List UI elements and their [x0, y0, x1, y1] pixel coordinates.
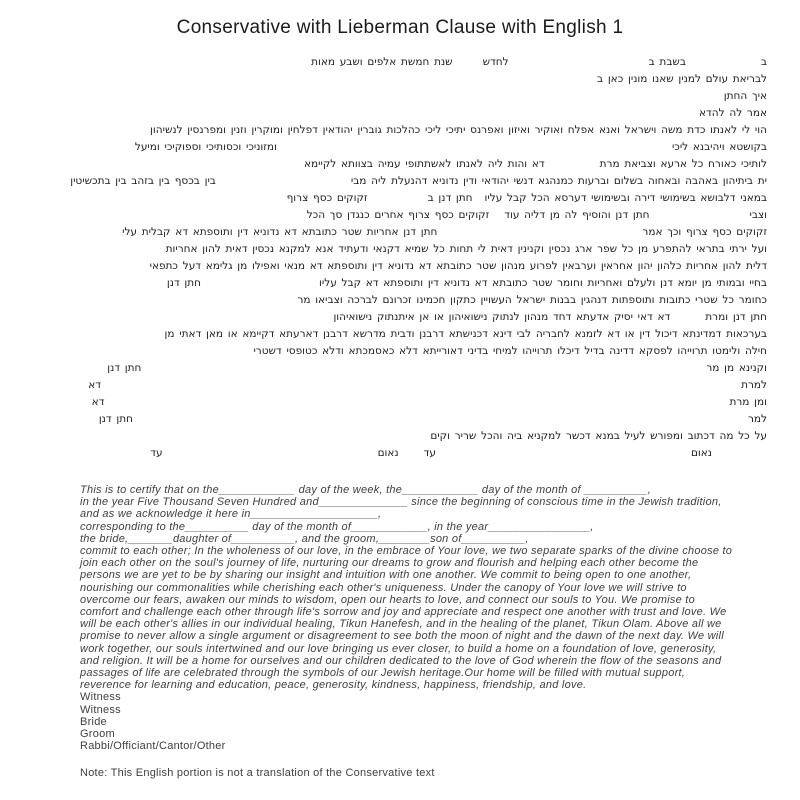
signature-label: Rabbi/Officiant/Cantor/Other	[80, 740, 226, 753]
hebrew-line-segment: למרת	[741, 379, 767, 391]
hebrew-line	[57, 105, 767, 122]
translation-note: Note: This English portion is not a translation of the Conservative text	[80, 767, 435, 780]
certify-line: This is to certify that on the____________ day of the week, the____________ day of the month of __________,	[80, 484, 652, 496]
hebrew-line	[57, 445, 767, 462]
signature-label: Witness	[80, 703, 121, 716]
hebrew-line-segment: עד	[423, 447, 436, 459]
hebrew-line-segment: בערכאות דמדינתא דיכול דין או דא לזמנא לחבריה לבי דינא דכנישתא דרבנן ודבית מדרשא דרבנן דארעתא דקיימא או מאן דאתי מן	[164, 328, 767, 340]
hebrew-line-segment: חתן דנן אחריות שטר כתובתא דא נדוניא דין ותוספתא דא קבלית עלי	[122, 226, 438, 238]
hebrew-line	[57, 173, 767, 190]
hebrew-line-segment: וצבי	[749, 209, 767, 221]
hebrew-line-segment: חתן דנן	[166, 277, 202, 289]
fill-in-blank	[133, 420, 748, 422]
hebrew-line-segment: ב	[760, 56, 767, 68]
hebrew-line-segment: על כל מה דכתוב ומפורש לעיל במנא דכשר למקניא ביה והכל שריר וקים	[430, 430, 767, 442]
hebrew-line	[57, 241, 767, 258]
fill-in-blank	[437, 233, 642, 235]
fill-in-blank	[473, 199, 485, 201]
hebrew-line	[57, 258, 767, 275]
hebrew-line	[57, 224, 767, 241]
hebrew-line	[57, 156, 767, 173]
hebrew-line-segment: עד	[150, 447, 163, 459]
certify-line: and as we acknowledge it here in____________________,	[80, 508, 382, 521]
fill-in-blank	[216, 182, 351, 184]
hebrew-line	[57, 275, 767, 292]
hebrew-line-segment: שנת חמשת אלפים ושבע מאות	[311, 56, 453, 68]
hebrew-line	[57, 71, 767, 88]
hebrew-line-segment: חתן דנן ומרת	[705, 311, 767, 323]
hebrew-line	[57, 377, 767, 394]
hebrew-line	[57, 428, 767, 445]
hebrew-line-segment: דא	[88, 379, 102, 391]
fill-in-blank	[277, 148, 672, 150]
fill-in-blank	[201, 284, 319, 286]
signature-label: Witness	[80, 691, 121, 704]
hebrew-line-segment: חתן דנן ב	[427, 192, 473, 204]
signature-label: Groom	[80, 728, 115, 741]
hebrew-line-segment: לחדש	[482, 56, 509, 68]
hebrew-line	[57, 411, 767, 428]
hebrew-line-segment: בין בכסף בין בזהב בין בתכשיטין	[70, 175, 216, 187]
fill-in-blank	[101, 386, 741, 388]
hebrew-line-segment: בשבת ב	[648, 56, 686, 68]
hebrew-line-segment: במאני דלבושא בשימושי דירה ובשימושי דערסא הכל קבל עליו	[484, 192, 767, 204]
fill-in-blank	[686, 63, 761, 65]
signature-label: Bride	[80, 715, 107, 728]
certify-line: the bride,_______daughter of__________, and the groom,________son of__________,	[80, 532, 529, 545]
hebrew-line-segment: כחומר כל שטרי כתובות ותוספתות דנהגין בבנות ישראל העשויין כתקון חכמינו זכרונם לברכה וצביאו מר	[297, 294, 767, 306]
hebrew-line	[57, 54, 767, 71]
hebrew-line	[57, 190, 767, 207]
certify-line: in the year Five Thousand Seven Hundred and______________ since the beginning of conscious time in the Jewish tradition,	[80, 496, 722, 509]
hebrew-line-segment: דא	[91, 396, 105, 408]
hebrew-line-segment: ית ביתיהון באהבה ובאחוה בשלום וברעות כמנהגא דנשי יהודאי ודין נדוניא דהנעלת ליה מבי	[350, 175, 767, 187]
hebrew-line-segment: נאום	[690, 447, 712, 459]
hebrew-line-segment: דא דאי יסיק אדעתא דחד מנהון לנתוק נישואיהון או אן איתנתוק נישואיהון	[333, 311, 671, 323]
fill-in-blank	[453, 63, 483, 65]
hebrew-line	[57, 88, 767, 105]
english-text-block	[80, 484, 735, 780]
hebrew-line	[57, 139, 767, 156]
hebrew-line-segment: חתן דנן	[107, 362, 142, 374]
hebrew-line-segment: דלית להון אחריות כלהון יהון אחראין וערבאין לפרוע מנהון שטר כתובתא דא נדוניא דין ותוספתא דא מנאי ואפילו מן גלימא דעל כתפאי	[149, 260, 767, 272]
vows-paragraph: commit to each other; In the wholeness of our love, in the embrace of Your love, we two separate sparks of the divine choose to join each other on the soul's journey of life, nurturing our dreams to grow and flourish and helping each other become the persons we are yet to be by sharing our insight and intuition with one another. We commit to being open to one another, nourishing our commonalities while cherishing each other's uniqueness. Under the canopy of Your love we will strive to overcome our fears, awaken our minds to wisdom, open our hearts to love, and connect our souls to You. We promise to comfort and challenge each other through life's sorrow and joy and appreciate and respect one another with trust and love. We will be each other's allies in our individual healing, Tikun Hanefesh, and in the healing of the planet, Tikun Olam. Above all we promise to never allow a single argument or disagreement to see both the moon of night and the dawn of the next day. We will work together, our souls intertwined and our love bringing us ever closer, to build a home on a foundation of love, generosity, and religion. It will be a home for ourselves and our children dedicated to the love of God wherein the flow of the seasons and passages of life are celebrated through the symbols of our Jewish heritage.Our home will be filled with mutual support, reverence for learning and education, peace, generosity, kindness, happiness, friendship, and love.	[80, 545, 733, 692]
hebrew-line-segment: ומזוניכי וכסותיכי וספוקיכי ומיעל	[134, 141, 277, 153]
hebrew-line-segment: ומן מרת	[729, 396, 767, 408]
hebrew-line	[57, 326, 767, 343]
hebrew-line-segment: חתן דנן	[98, 413, 133, 425]
hebrew-line-segment: אמר לה להדא	[699, 107, 767, 119]
hebrew-line-segment: הוי לי לאנתו כדת משה וישראל ואנא אפלח ואוקיר ואיזון ואפרנס יתיכי ליכי כהלכות גוברין יהודאין דפלחין ומוקרין וזנין ומפרנסין לנשיהון	[150, 124, 767, 136]
certify-fill-in-lines	[80, 484, 735, 545]
fill-in-blank	[489, 216, 504, 218]
hebrew-line-segment: איך החתן	[723, 90, 767, 102]
fill-in-blank	[104, 403, 729, 405]
hebrew-line	[57, 122, 767, 139]
hebrew-line-segment: וקנינא מן מר	[706, 362, 767, 374]
hebrew-line	[57, 360, 767, 377]
fill-in-blank	[141, 369, 706, 371]
fill-in-blank	[670, 318, 705, 320]
fill-in-blank	[163, 454, 378, 456]
fill-in-blank	[399, 454, 424, 456]
hebrew-line	[57, 309, 767, 326]
fill-in-blank	[436, 454, 691, 456]
hebrew-line-segment: חילה ולימטו תרוייהו לפסקא דדינה בדיל דיכלו תרוייהו למיחי בדיני דאורייתא דלא כאסמכתא ודלא כטופסי דשטרי	[253, 345, 767, 357]
hebrew-line-segment: נאום	[377, 447, 399, 459]
hebrew-line-segment: חתן דנן והוסיף לה מן דליה עוד	[504, 209, 650, 221]
fill-in-blank	[545, 165, 600, 167]
hebrew-line-segment: זקוקים כסף צרוף	[286, 192, 368, 204]
fill-in-blank	[368, 199, 428, 201]
hebrew-line-segment: זקוקים כסף צרוף וכך אמר	[642, 226, 767, 238]
certify-line: corresponding to the__________ day of the month of____________, in the year________________,	[80, 520, 594, 533]
hebrew-line-segment: לבריאת עולם למנין שאנו מונין כאן ב	[597, 73, 767, 85]
hebrew-line-segment: בחיי ובמותי מן יומא דנן ולעלם ואחריות וחומר שטר כתובתא דא נדוניא דין ותוספתא דא קבל עליו	[319, 277, 767, 289]
hebrew-line	[57, 343, 767, 360]
hebrew-ketubah-text-block	[57, 54, 767, 462]
hebrew-line-segment: בקושטא ויהיבנא ליכי	[671, 141, 767, 153]
hebrew-line	[57, 394, 767, 411]
hebrew-line-segment: זקוקים כסף צרוף אחרים כנגדן סך הכל	[306, 209, 490, 221]
hebrew-line-segment: ועל ירתי בתראי להתפרע מן כל שפר ארג נכסין וקנינין דאית לי תחות כל שמיא דקנאי ודעתיד אנא למקנא נכסין דאית להון אחריות	[165, 243, 767, 255]
hebrew-line	[57, 207, 767, 224]
hebrew-line	[57, 292, 767, 309]
hebrew-line-segment: דא והות ליה לאנתו לאשתתופי עמיה בצוותא לקיימא	[304, 158, 545, 170]
signature-label-list	[80, 691, 735, 752]
page-title: Conservative with Lieberman Clause with English 1	[176, 17, 624, 38]
fill-in-blank	[509, 63, 649, 65]
fill-in-blank	[649, 216, 749, 218]
hebrew-line-segment: למר	[747, 413, 767, 425]
hebrew-line-segment: לותיכי כאורח כל ארעא וצביאת מרת	[599, 158, 767, 170]
